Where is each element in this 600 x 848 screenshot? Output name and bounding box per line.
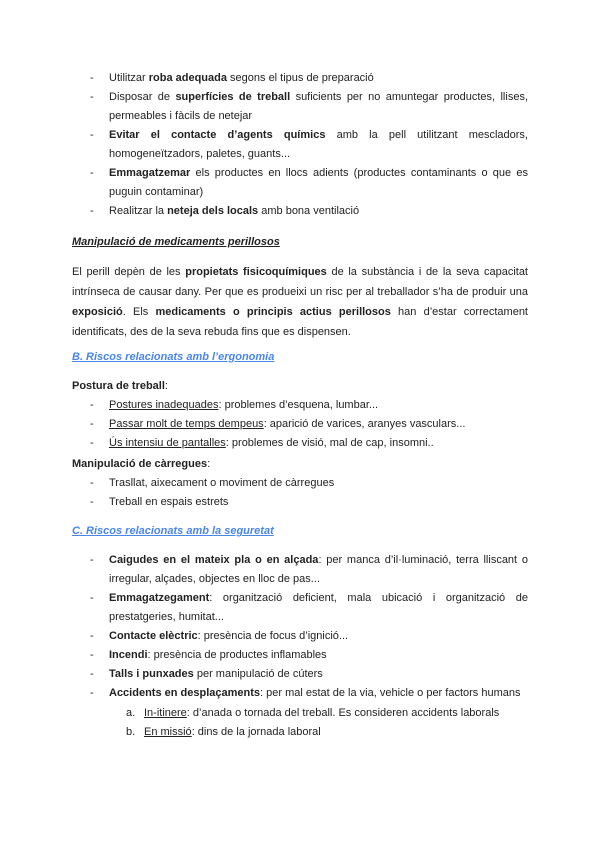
item-text: : dins de la jornada laboral	[191, 726, 321, 738]
list-item	[72, 69, 528, 88]
paragraph-bold-text: propietats fisicoquímiques	[185, 266, 327, 278]
item-text: per manipulació de cúters	[193, 668, 323, 680]
list-item	[72, 88, 528, 126]
ergonomics-heading	[72, 348, 528, 367]
list-item	[72, 202, 528, 221]
item-text: : organització deficient, mala ubicació i organització de prestatgeries, humitat...	[109, 592, 528, 623]
paragraph-text: han d’estar correctament identificats, des de la seva rebuda fins que es dispensen.	[72, 306, 528, 338]
paragraph-text: . Els	[122, 306, 156, 318]
list-item	[72, 589, 528, 627]
item-bold-text: Emmagatzemar	[109, 167, 191, 179]
item-text: : aparició de varices, aranyes vasculars...	[263, 418, 466, 430]
paragraph-text: de la substància i de la seva capacitat intrínseca de causar dany. Per que es produeixi un risc per al treballador s’ha de produir una	[72, 266, 528, 298]
paragraph-text: El perill depèn de les	[72, 266, 186, 278]
item-text: : problemes de visió, mal de cap, insomni..	[225, 437, 434, 449]
item-bold-text: Contacte elèctric	[109, 630, 198, 642]
item-text: : problemes d’esquena, lumbar...	[218, 399, 379, 411]
list-item	[72, 723, 528, 742]
list-item: - Treball en espais estrets	[72, 493, 528, 512]
hygiene-measures-list	[72, 69, 528, 221]
list-item	[72, 646, 528, 665]
item-bold-text: neteja dels locals	[167, 205, 259, 217]
posture-label	[72, 377, 528, 396]
label-colon: :	[207, 458, 211, 470]
item-text: : presència de productes inflamables	[147, 649, 327, 661]
item-bold-text: Talls i punxades	[109, 668, 194, 680]
paragraph-bold-text: medicaments o principis actius perillosos	[155, 306, 391, 318]
item-bold-text: roba adequada	[148, 72, 227, 84]
item-text: Disposar de	[109, 91, 176, 103]
list-item: - Trasllat, aixecament o moviment de càrregues	[72, 474, 528, 493]
item-bold-text: Incendi	[109, 649, 148, 661]
loads-label	[72, 455, 528, 474]
list-item	[72, 665, 528, 684]
subsection-label: Postura de treball	[72, 380, 165, 392]
item-bold-text: superfícies de treball	[175, 91, 291, 103]
section-heading: C. Riscos relacionats amb la seguretat	[72, 525, 274, 537]
list-item	[72, 627, 528, 646]
list-item	[72, 396, 528, 415]
item-text: Utilitzar	[109, 72, 149, 84]
list-item	[72, 415, 528, 434]
list-item	[72, 434, 528, 453]
paragraph-bold-text: exposició	[72, 306, 123, 318]
loads-list	[72, 474, 528, 512]
list-marker: b.	[126, 726, 136, 738]
accident-types-list	[72, 704, 528, 742]
list-marker: a.	[126, 707, 136, 719]
item-bold-text: Accidents en desplaçaments	[109, 687, 261, 699]
item-bold-text: Caigudes en el mateix pla o en alçada	[109, 554, 319, 566]
item-underlined-text: In-itinere	[144, 707, 187, 719]
list-item	[72, 164, 528, 202]
posture-list	[72, 396, 528, 453]
item-text: els productes en llocs adients (productes contaminants o que es puguin contaminar)	[109, 167, 528, 198]
safety-list	[72, 551, 528, 703]
item-text: amb bona ventilació	[258, 205, 360, 217]
item-text: : presència de focus d’ignició...	[197, 630, 349, 642]
item-text: : d’anada o tornada del treball. Es consideren accidents laborals	[186, 707, 500, 719]
item-text: : per manca d’il·luminació, terra lliscant o irregular, alçades, objectes en lloc de pas...	[109, 554, 528, 585]
item-bold-text: Evitar el contacte d’agents químics	[109, 129, 326, 141]
list-item	[72, 551, 528, 589]
medicaments-paragraph	[72, 262, 528, 342]
item-bold-text: Emmagatzegament	[109, 592, 210, 604]
medicaments-heading	[72, 233, 528, 252]
item-text: Realitzar la	[109, 205, 168, 217]
safety-heading	[72, 522, 528, 541]
item-text: segons el tipus de preparació	[226, 72, 374, 84]
item-underlined-text: Postures inadequades	[109, 399, 219, 411]
item-text: amb la pell utilitzant mescladors, homogeneïtzadors, paletes, guants...	[109, 129, 528, 160]
list-item	[72, 704, 528, 723]
item-text: : per mal estat de la via, vehicle o per factors humans	[260, 687, 521, 699]
section-heading: Manipulació de medicaments perillosos	[72, 236, 280, 248]
item-underlined-text: Passar molt de temps dempeus	[109, 418, 264, 430]
item-text: suficients per no amuntegar productes, llises, permeables i fàcils de netejar	[109, 91, 528, 122]
item-underlined-text: En missió	[144, 726, 192, 738]
item-underlined-text: Ús intensiu de pantalles	[109, 437, 226, 449]
subsection-label: Manipulació de càrregues	[72, 458, 208, 470]
list-item	[72, 684, 528, 703]
section-heading: B. Riscos relacionats amb l’ergonomia	[72, 351, 275, 363]
list-item	[72, 126, 528, 164]
label-colon: :	[164, 380, 168, 392]
